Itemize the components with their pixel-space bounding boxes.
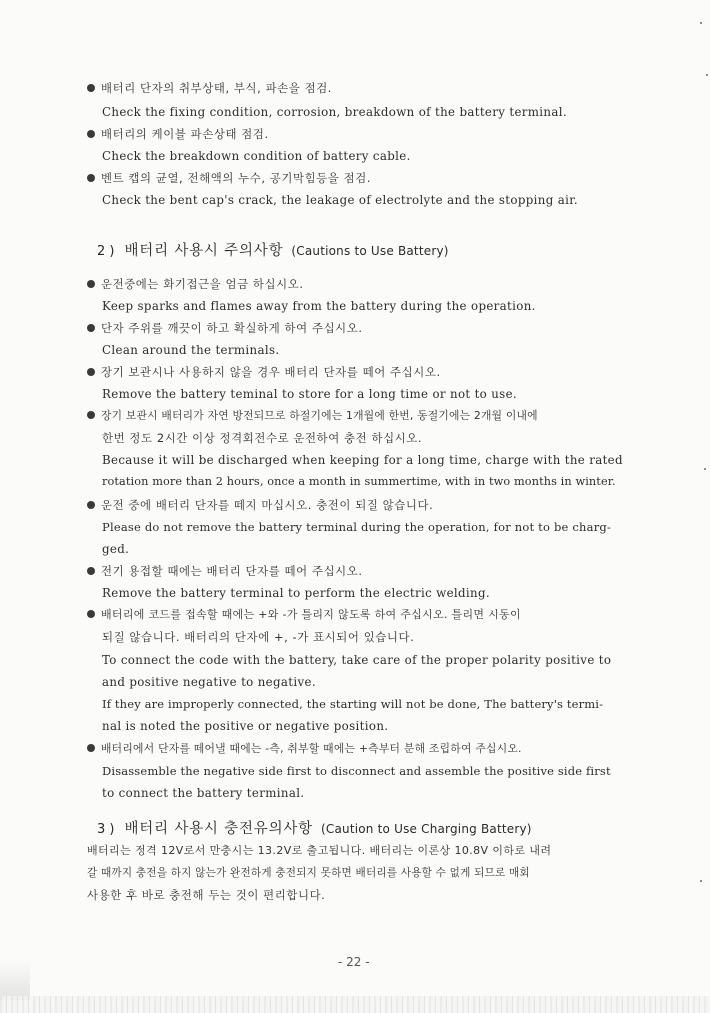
item-korean-cont: 되질 않습니다. 배터리의 단자에 +, -가 표시되어 있습니다. [102,630,415,644]
section-heading [97,817,532,838]
item-korean: 배터리에 코드를 접속할 때에는 +와 -가 틀리지 않도록 하여 주십시오. 틀리면 시동이 [101,608,521,621]
heading-english: (Cautions to Use Battery) [291,244,449,258]
list-item [87,364,441,380]
bullet-icon [87,610,95,618]
list-item [87,607,521,623]
item-english: Remove the battery teminal to store for a long time or not to use. [102,387,518,401]
bullet-icon [87,130,95,138]
bullet-icon [87,744,95,752]
scan-edge [0,996,710,1013]
item-korean: 벤트 캡의 균열, 전해액의 누수, 공기막힘등을 점검. [101,171,372,185]
item-korean: 단자 주위를 깨끗이 하고 확실하게 하여 주십시오. [101,321,363,335]
item-english: Because it will be discharged when keeping for a long time, charge with the rated [102,453,623,467]
heading-number: 2 ) [97,244,115,259]
scan-speck [706,74,708,76]
heading-korean: 배터리 사용시 주의사항 [124,243,284,259]
list-item [87,563,363,579]
heading-number: 3 ) [97,822,115,837]
scan-shadow [0,960,30,1000]
bullet-icon [87,84,95,92]
item-korean: 운전중에는 화기접근을 엄금 하십시오. [101,277,304,291]
scan-speck [700,22,702,24]
item-korean: 배터리 단자의 취부상태, 부식, 파손을 점검. [101,81,333,95]
scan-speck [704,468,706,470]
list-item [87,408,538,424]
paragraph-line: 배터리는 정격 12V로서 만충시는 13.2V로 출고됩니다. 배터리는 이론상 10.8V 이하로 내려 [87,844,552,857]
heading-korean: 배터리 사용시 충전유의사항 [124,821,313,837]
list-item [87,126,269,142]
list-item [87,320,363,336]
item-korean-cont: 한번 정도 2시간 이상 정격회전수로 운전하여 충전 하십시오. [102,431,423,445]
page-number: - 22 - [338,955,370,969]
list-item [87,497,433,513]
item-english: to connect the battery terminal. [102,786,305,800]
item-english: Disassemble the negative side first to disconnect and assemble the positive side first [102,764,611,778]
item-english: To connect the code with the battery, take care of the proper polarity positive to [102,653,612,667]
item-english: Please do not remove the battery terminal during the operation, for not to be charg- [102,520,612,534]
scan-speck [700,880,702,882]
item-english: Check the fixing condition, corrosion, breakdown of the battery terminal. [102,105,567,119]
item-english: and positive negative to negative. [102,675,316,689]
item-english: rotation more than 2 hours, once a month in summertime, with in two months in winter. [102,475,616,488]
paragraph-line: 사용한 후 바로 충전해 두는 것이 편리합니다. [87,888,326,902]
section-heading [97,239,449,260]
bullet-icon [87,501,95,509]
item-korean: 장기 보관시 배터리가 자연 방전되므로 하절기에는 1개월에 한번, 동절기에는 2개월 이내에 [101,409,538,422]
list-item [87,170,371,186]
item-english: Clean around the terminals. [102,343,280,357]
heading-english: (Caution to Use Charging Battery) [321,822,532,836]
list-item [87,80,332,96]
list-item [87,276,304,292]
item-english: Remove the battery terminal to perform the electric welding. [102,586,490,600]
list-item [87,741,522,757]
paragraph-line: 갈 때까지 충전을 하지 않는가 완전하게 충전되지 못하면 배터리를 사용할 수 없게 되므로 매회 [87,867,530,879]
bullet-icon [87,411,95,419]
item-korean: 장기 보관시나 사용하지 않을 경우 배터리 단자를 떼어 주십시오. [101,365,441,379]
item-english: nal is noted the positive or negative position. [102,719,389,733]
item-english: ged. [102,542,130,556]
item-english: Check the bent cap's crack, the leakage of electrolyte and the stopping air. [102,193,579,207]
item-korean: 전기 용접할 때에는 배터리 단자를 떼어 주십시오. [101,564,363,578]
bullet-icon [87,324,95,332]
bullet-icon [87,280,95,288]
item-korean: 배터리에서 단자를 떼어낼 때에는 -측, 취부할 때에는 +측부터 분해 조립하여 주십시오. [101,742,522,755]
item-english: Check the breakdown condition of battery cable. [102,149,411,163]
item-english: If they are improperly connected, the starting will not be done, The battery's termi- [102,697,604,711]
item-korean: 운전 중에 배터리 단자를 떼지 마십시오. 충전이 되질 않습니다. [101,498,434,512]
item-korean: 배터리의 케이블 파손상태 점검. [101,127,269,141]
item-english: Keep sparks and flames away from the battery during the operation. [102,299,536,313]
bullet-icon [87,174,95,182]
bullet-icon [87,567,95,575]
bullet-icon [87,368,95,376]
